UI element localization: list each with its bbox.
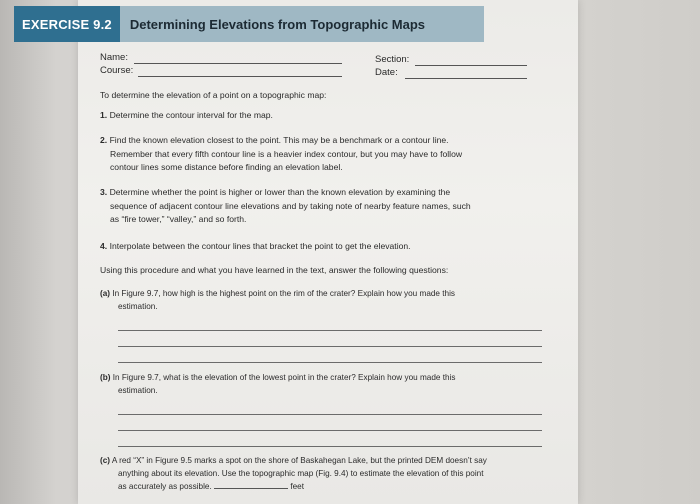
question-text: as accurately as possible. (118, 482, 212, 491)
procedure-text: Using this procedure and what you have learned in the text, answer the following questions: (100, 265, 449, 275)
step-text: Remember that every fifth contour line is a heavier index contour, but you may have to follow (110, 148, 463, 159)
answer-line[interactable] (118, 330, 542, 331)
section-field[interactable] (415, 65, 527, 66)
exercise-number: EXERCISE 9.2 (14, 6, 120, 42)
answer-line[interactable] (118, 414, 542, 415)
step-text: Determine whether the point is higher or lower than the known elevation by examining the (109, 187, 451, 197)
step-number: 4. (100, 241, 108, 251)
question-text: In Figure 9.7, how high is the highest point on the rim of the crater? Explain how you made this (112, 289, 456, 298)
question-text: anything about its elevation. Use the topographic map (Fig. 9.4) to estimate the elevation of this point (118, 468, 484, 478)
question-text: In Figure 9.7, what is the elevation of the lowest point in the crater? Explain how you made this (112, 373, 456, 382)
step-number: 2. (100, 135, 108, 145)
step-4 (100, 240, 540, 254)
course-field[interactable] (138, 76, 342, 77)
name-label: Name: (100, 52, 128, 63)
question-label: (c) (100, 456, 111, 465)
step-text: Find the known elevation closest to the point. This may be a benchmark or a contour line. (109, 135, 449, 145)
answer-line[interactable] (118, 362, 542, 363)
step-2 (100, 134, 540, 175)
question-text-last (100, 480, 545, 494)
unit-label: feet (290, 482, 304, 491)
answer-line[interactable] (118, 446, 542, 447)
question-b (100, 372, 545, 397)
question-c (100, 455, 545, 494)
answer-line[interactable] (118, 346, 542, 347)
step-text: Determine the contour interval for the map. (109, 110, 273, 120)
name-field[interactable] (134, 63, 342, 64)
step-number: 3. (100, 187, 108, 197)
date-field[interactable] (405, 78, 527, 79)
exercise-title: Determining Elevations from Topographic Maps (129, 16, 426, 32)
question-a (100, 288, 545, 313)
step-number: 1. (100, 110, 108, 120)
question-text: A red “X” in Figure 9.5 marks a spot on the shore of Baskahegan Lake, but the printed DEM doesn’t say (111, 456, 487, 465)
section-label: Section: (375, 54, 410, 65)
elevation-answer-blank[interactable] (214, 480, 288, 489)
answer-line[interactable] (118, 430, 542, 431)
course-label: Course: (100, 65, 134, 76)
date-label: Date: (375, 67, 398, 78)
step-text: contour lines some distance before finding an elevation label. (110, 162, 343, 172)
question-text: estimation. (118, 385, 158, 395)
step-1 (100, 109, 540, 123)
exercise-header (14, 6, 484, 42)
step-text: Interpolate between the contour lines that bracket the point to get the elevation. (109, 241, 411, 251)
question-label: (b) (100, 373, 111, 382)
question-text: estimation. (118, 301, 158, 311)
step-text: as “fire tower,” “valley,” and so forth. (110, 214, 247, 224)
step-text: sequence of adjacent contour line elevations and by taking note of nearby feature names, such (110, 200, 471, 211)
intro-text: To determine the elevation of a point on a topographic map: (100, 90, 327, 100)
step-3 (100, 186, 540, 227)
question-label: (a) (100, 289, 111, 298)
